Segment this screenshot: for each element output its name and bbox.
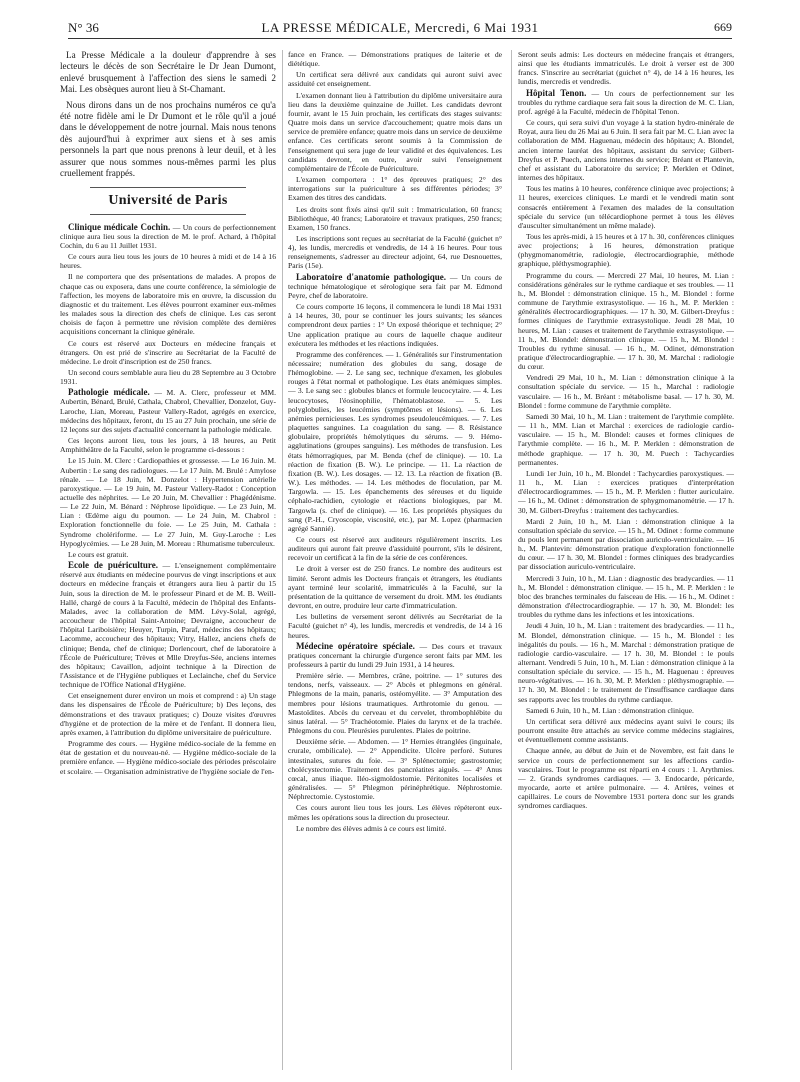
article-heading: Clinique médicale Cochin.: [68, 221, 171, 232]
divider: [90, 214, 246, 215]
article-heading: Ecole de puériculture.: [68, 560, 158, 571]
divider: [90, 187, 246, 188]
article-paragraph: Il ne comportera que des présentations de malades. A propos de chaque cas ou exposera, dans une courte conférence, la sémiologie de l'affection, les moyens de laboratoire mis en œuvre, la discussion du diagnostic et du traitement. Les élèves pourront examiner eux-mêmes les malades sous la direction des chefs de clinique. Les cas seront choisis de façon à permettre une révision complète des dernières acquisitions concernant la clinique générale.: [60, 272, 276, 337]
article-paragraph: Jeudi 4 Juin, 10 h., M. Lian : traitement des bradycardies. — 11 h., M. Blondel, démonstration clinique. — 15 h., M. Blondel : les inégalités du pouls. — 16 h., M. Marchal : démonstration pratique de radiologie cardio-vasculaire. — 17 h. 30, M. Blondel : le pouls alternant. Vendredi 5 Juin, 10 h., M. Lian : démonstration clinique à la consultation spéciale du service. — 15 h., M. Haguenau : épreuves neuro-végétatives. — 16 h. 30, M. P. Merklen : pléthysmographie. — 17 h. 30, M. Blondel : le traitement de l'insuffisance cardiaque dans ses rapports avec les troubles du rythme cardiaque.: [518, 621, 734, 704]
article-paragraph: Pathologie médicale. — M. A. Clerc, professeur et MM. Aubertin, Bénard, Brulé, Cathala, Chabrol, Chevallier, Donzelot, Guy-Laroche, Lian, Moreau, Pasteur Vallery-Radot, agrégés en exercice, médecins des hôpitaux, feront, du 15 au 27 Juin prochain, une série de 12 leçons sur des sujets d'actualité concernant la pathologie médicale.: [60, 387, 276, 434]
page-number: 669: [714, 20, 732, 34]
article-paragraph: Samedi 6 Juin, 10 h., M. Lian : démonstration clinique.: [526, 705, 694, 715]
journal-title: LA PRESSE MÉDICALE, Mercredi, 6 Mai 1931: [261, 20, 539, 35]
article-paragraph: Première série. — Membres, crâne, poitrine. — 1° sutures des tendons, nerfs, vaisseaux. — 2° Abcès et phlegmons en général. Phlegmons de la main, panaris, ostéomyélite. — 3° Amputation des membres pour lésions traumatiques. Arthrotomie du genou. — Mastoïdites. Abcès du cerveau et du cervelet, thrombophlébite du sinus latéral. — 5° Trachéotomie. Plaies du larynx et de la trachée. Phlegmons du cou. Pleurésies purulentes. Plaies de poitrine.: [288, 671, 502, 736]
article-paragraph: Clinique médicale Cochin. — Un cours de perfectionnement clinique aura lieu sous la direction de M. le prof. Achard, à l'hôpital Cochin, du 6 au 11 Juillet 1931.: [60, 221, 276, 250]
article-paragraph: L'examen donnant lieu à l'attribution du diplôme universitaire aura lieu dans la deuxième quinzaine de Juillet. Les candidats devront fournir, avant le 15 Juin prochain, les certificats des stages suivants: Quatre mois dans un service d'accouchement; quatre mois dans un service de première enfance; quatre mois dans un service de deuxième enfance. Ces certificats seront soumis à la Commission de l'enseignement qui sera juge de leur validité et des équivalences. Les candidats devront, en outre, avoir suivi l'enseignement complémentaire de l'École de Puériculture.: [288, 90, 502, 173]
article-paragraph: Ces leçons auront lieu, tous les jours, à 18 heures, au Petit Amphithéâtre de la Faculté, selon le programme ci-dessous :: [60, 436, 276, 455]
obituary-paragraph: La Presse Médicale a la douleur d'apprendre à ses lecteurs le décès de son Secrétaire le Dr Jean Dumont, enlevé brusquement à l'affection des siens le samedi 2 Mai. Les obsèques auront lieu à St-Chamant.: [60, 50, 276, 95]
article-paragraph: Un second cours semblable aura lieu du 28 Septembre au 3 Octobre 1931.: [60, 367, 276, 387]
article-paragraph: Laboratoire d'anatomie pathologique. — Un cours de technique hématologique et sérologique sera fait par M. Edmond Peyre, chef de laboratoire.: [288, 271, 502, 300]
article-paragraph: Mercredi 3 Juin, 10 h., M. Lian : diagnostic des bradycardies. — 11 h., M. Blondel : démonstration clinique. — 15 h., M. P. Merklen : le bloc des branches terminales du faisceau de His. — 16 h., M. Odinet : démonstration d'électrocardiographie. — 17 h. 30, M. Blondel: les troubles du rythme dans les infections et les intoxications.: [518, 573, 734, 620]
article-heading: Hôpital Tenon.: [526, 87, 587, 98]
article-paragraph: L'examen comportera : 1° des épreuves pratiques; 2° des interrogations sur la puériculture à ses différentes périodes; 3° Examen des titres des candidats.: [288, 175, 502, 203]
article-paragraph: Les inscriptions sont reçues au secrétariat de la Faculté (guichet n° 4), les lundis, mercredis et vendredis, de 14 à 16 heures. Pour tous renseignements, s'adresser au directeur adjoint, 64, rue Desnouettes, Paris (15e).: [288, 233, 502, 271]
section-title: Université de Paris: [108, 193, 228, 209]
article-paragraph: Le 15 Juin. M. Clerc : Cardiopathies et grossesse. — Le 16 Juin. M. Aubertin : Le sang des radiologues. — Le 17 Juin. M. Brulé : Amylose rénale. — Le 18 Juin, M. Donzelot : Hypertension artérielle paroxystique. — Le 19 Juin, M. Pasteur Vallery-Radot : Conception actuelle des néphrites. — Le 20 Juin, M. Chevallier : Phagédénisme. — Le 22 Juin, M. Bénard : Néphrose lipoïdique. — Le 23 Juin, M. Lian : Œdème aigu du poumon. — Le 24 Juin, M. Chabrol : Exploration fonctionnelle du foie. — Le 25 Juin, M. Cathala : Syndrome cholériforme. — Le 27 Juin, M. Guy-Laroche : Les Hypoglycémies. — Le 28 Juin, M. Moreau : Rhumatisme tuberculeux.: [60, 456, 276, 548]
article-paragraph: Vendredi 29 Mai, 10 h., M. Lian : démonstration clinique à la consultation spéciale du service. — 15 h., Marchal : radiologie vasculaire. — 16 h., M. Bréant : métabolisme basal. — 17 h. 30, M. Blondel : forme commune de l'arythmie complète.: [518, 373, 734, 410]
article-paragraph: Le droit à verser est de 250 francs. Le nombre des auditeurs est limité. Seront admis les Docteurs français et étrangers, les étudiants ayant terminé leur scolarité, immatriculés à la Faculté, sur la présentation de la quittance de versement du droit. MM. les étudiants devront, en outre, produire leur carte d'immatriculation.: [288, 564, 502, 611]
article-paragraph: Ce cours est réservé aux Docteurs en médecine français et étrangers. On est prié de s'inscrire au Secrétariat de la Faculté de médecine. Le droit d'inscription est de 250 francs.: [60, 338, 276, 366]
column-1: [60, 50, 276, 1078]
article-paragraph: Samedi 30 Mai, 10 h., M. Lian : traitement de l'arythmie complète. — 11 h., MM. Lian et Marchal : exercices de radiologie cardio-vasculaire. — 15 h., M. Blondel: causes et formes cliniques de l'arythmie complète. — 16 h., M. P. Merklen : démonstration de méthode graphique. — 17 h. 30, M. Puech : Tachycardies permanentes.: [518, 411, 734, 467]
obituary-paragraph: Nous dirons dans un de nos prochains numéros ce qu'a été notre fidèle ami le Dr Dumont et le rôle qu'il a joué dans le développement de notre journal. Mais nous tenons dès aujourd'hui à exprimer aux siens et à ses amis personnels la part que nous prenons à leur deuil, et à les assurer que nous sommes nous-mêmes parmi les plus cruellement frappés.: [60, 99, 276, 179]
column-rule: [511, 50, 512, 1070]
article-paragraph: Mardi 2 Juin, 10 h., M. Lian : démonstration clinique à la consultation spéciale du service. — 15 h., M. Odinet : forme commune du pouls lent permanent par dissociation auriculo-ventriculaire. — 16 h., M. Plantevin: démonstration pratique d'exploration fonctionnelle du cœur. — 17 h. 30, M. Blondel : formes cliniques des bradycardies par dissociation auriculo-ventriculaire.: [518, 516, 734, 572]
column-rule: [282, 50, 283, 1070]
article-heading: Pathologie médicale.: [68, 387, 150, 398]
article-paragraph: Ce cours, qui sera suivi d'un voyage à la station hydro-minérale de Royat, aura lieu du 26 Mai au 6 Juin. Il sera fait par M. C. Lian avec la collaboration de MM. Haguenau, médecin des hôpitaux; A. Blondel, ancien interne lauréat des hôpitaux, assistant du service; Gilbert-Dreyfus et P. Puech, anciens internes du service; Bréant et Plantevin, chef et assistant du Laboratoire du service; P. Merklen et Odinet, internes des hôpitaux.: [518, 118, 734, 183]
article-paragraph: Le cours est gratuit.: [68, 549, 129, 559]
article-paragraph: Ce cours aura lieu tous les jours de 10 heures à midi et de 14 à 16 heures.: [60, 252, 276, 271]
page-header: [68, 20, 732, 39]
article-paragraph: Les bulletins de versement seront délivrés au Secrétariat de la Faculté (guichet n° 4), les lundis, mercredis et vendredis, de 14 à 16 heures.: [288, 612, 502, 640]
article-paragraph: Programme des conférences. — 1. Généralités sur l'instrumentation nécessaire; numération des globules du sang, dosage de l'hémoglobine. — 2. Le sang sec, technique d'examen, les globules rouges à l'état normal et pathologique. Les états anémiques simples. — 3. Le sang sec : globules blancs et formule leucocytaire. — 4. Les leucocytoses, l'éosinophilie, l'hématoblastose. — 5. Les polyglobulies, les leucémies (symptômes et lésions). — 6. Les anémies pernicieuses. Les syndromes pseudoleucémiques. — 7. Les plaquettes sanguines. La coagulation du sang. — 8. Résistance globulaire, propriétés hémolytiques du sérums. — 9. Hémo-agglutinations (groupes sanguins). Les méthodes de transfusion. Les états hémorragiques, par M. Benda (chef de clinique). — 10. La réaction de fixation (B. W.). Le principe. — 11. La réaction de fixation (B. W.). Les dosages. — 12. 13. La réaction de fixation (B. W.). Les méthodes. — 14. Les méthodes de floculation, par M. Targowla. — 15. Les épanchements des séreuses et du liquide céphalo-rachidien, cytologie et réactions biologiques, par M. Targowla (s. chef de clinique). — 16. Les propriétés physiques du sang (P.-H., Cryoscopie, viscosité, etc.), par M. Lopez (pharmacien agrégé Sannié).: [288, 349, 502, 533]
article-heading: Laboratoire d'anatomie pathologique.: [296, 271, 447, 282]
article-paragraph: fance en France. — Démonstrations pratiques de laiterie et de diététique.: [288, 50, 502, 69]
article-paragraph: Les droits sont fixés ainsi qu'il suit : Immatriculation, 60 francs; Bibliothèque, 40 francs; Laboratoire et travaux pratiques, 250 francs; Examen, 150 francs.: [288, 204, 502, 232]
article-paragraph: Ces cours auront lieu tous les jours. Les élèves répéteront eux-mêmes les opérations sous la direction du prosecteur.: [288, 803, 502, 822]
article-paragraph: Tous les après-midi, à 15 heures et à 17 h. 30, conférences cliniques avec projections; à 16 heures, démonstration pratique (phygmomanométrie, radiologie, électrocardiographie, méthode graphique, pléthysmographie).: [518, 231, 734, 269]
article-paragraph: Un certificat sera délivré aux candidats qui auront suivi avec assiduité cet enseignement.: [288, 70, 502, 89]
article-paragraph: Programme des cours. — Hygiène médico-sociale de la femme en état de gestation et du nouveau-né. — Hygiène médico-sociale de la première enfance. — Hygiène médico-sociale des périodes préscolaire et scolaire. — Organisation administrative de l'hygiène sociale de l'en-: [60, 739, 276, 776]
column-2: [288, 50, 502, 1078]
article-paragraph: Ce cours est réservé aux auditeurs régulièrement inscrits. Les auditeurs qui auront fait preuve d'assiduité pourront, s'ils le désirent, recevoir un certificat à la fin de la série de ces conférences.: [288, 534, 502, 563]
article-paragraph: Hôpital Tenon. — Un cours de perfectionnement sur les troubles du rythme cardiaque sera fait sous la direction de M. C. Lian, prof. agrégé à la Faculté, médecin de l'hôpital Tenon.: [518, 87, 734, 116]
article-paragraph: Cet enseignement durer environ un mois et comprend : a) Un stage dans les dispensaires de l'École de Puériculture; b) Des leçons, des démonstrations et des travaux pratiques; c) Douze visites d'œuvres d'hygiène et de protection de la mère et de l'enfant. Il donnera lieu, après examen, à l'attribution du diplôme universitaire de puériculture.: [60, 691, 276, 737]
article-heading: Médecine opératoire spéciale.: [296, 640, 415, 651]
issue-number: N° 36: [68, 20, 99, 35]
article-paragraph: Ce cours comporte 16 leçons, il commencera le lundi 18 Mai 1931 à 14 heures, 30, pour se continuer les jours suivants; les séances comprendront deux parties : 1° Un exposé théorique et technique; 2° Une application pratique au cours de laquelle chaque auditeur exécutera les méthodes et les réactions indiquées.: [288, 302, 502, 348]
article-paragraph: Seront seuls admis: Les docteurs en médecine français et étrangers, ainsi que les étudiants immatriculés. Le droit à verser est de 300 francs. S'inscrire au secrétariat (guichet n° 4), de 14 à 16 heures, les lundis, mercredis et vendredis.: [518, 50, 734, 87]
article-paragraph: Programme du cours. — Mercredi 27 Mai, 10 heures, M. Lian : considérations générales sur le rythme cardiaque et ses troubles. — 11 h., M. Blondel : démonstration clinique. 15 h., M. Blondel : forme commune de l'arythmie extrasystolique. — 16 h., M. P. Merklen : généralités électrocardiographiques. — 17 h. 30, M. Gilbert-Dreyfus : formes cliniques de l'arythmie extrasystolique. Jeudi 28 Mai, 10 heures, M. Lian : causes et traitement de l'arythmie extrasystolique. — 11 h., M. Blondel: démonstration clinique. — 15 h., M. Blondel : Troubles du rythme sinusal. — 16 h., M. Odinet, démonstration pratique d'électrocardiographie. — 17 h. 30, M. Marchal : radiologie du cœur.: [518, 270, 734, 372]
article-paragraph: Tous les matins à 10 heures, conférence clinique avec projections; à 11 heures, exercices cliniques. Le mardi et le vendredi matin sont consacrés entièrement à l'examen des malades de la consultation spéciale du service (un télécardiophone permet à tous les élèves d'ausculter simultanément un même malade).: [518, 184, 734, 230]
article-paragraph: Un certificat sera délivré aux médecins ayant suivi le cours; ils pourront ensuite être attachés au service comme médecins stagiaires, et éventuellement comme assistants.: [518, 716, 734, 745]
article-paragraph: Le nombre des élèves admis à ce cours est limité.: [296, 823, 447, 833]
article-paragraph: Chaque année, au début de Juin et de Novembre, est fait dans le service un cours de perfectionnement sur les affections cardio-vasculaires. Tout le programme est réparti en 4 cours : 1. Arythmies. — 2. Grands syndromes cardiaques. — 3. Endocarde, péricarde, myocarde, aorte et artère pulmonaire. — 4. Artères, veines et capillaires. Le cours de Novembre 1931 portera donc sur les grands syndromes cardiaques.: [518, 746, 734, 811]
article-paragraph: Ecole de puériculture. — L'enseignement complémentaire réservé aux étudiants en médecine pourvus de vingt inscriptions et aux docteurs en médecine français et étrangers aura lieu à partir du 15 Juin, sous la direction de M. le professeur Pinard et de M. B. Weill-Hallé, chargé de cours à la Faculté, médecin de l'hôpital des Enfants-Malades, avec la collaboration de MM. Lévy-Solal, agrégé, accoucheur de l'hôpital Saint-Antoine; Devraigne, accoucheur de l'hôpital Lariboisière; Heuyer, Turpin, Paraf, médecins des hôpitaux; Lacomme, accoucheur des hôpitaux; Vitry, Hallez, anciens chefs de clinique; Benda, chef de clinique; Dorlencourt, chef de laboratoire à l'École de Puériculture; Trèves et Mlle Dreyfus-Sée, anciens internes des hôpitaux; Cavaillon, adjoint technique à la Direction de l'Assistance et de l'Hygiène publiques et Leclainche, chef du Service technique de l'Office National d'Hygiène.: [60, 560, 276, 690]
article-paragraph: Deuxième série. — Abdomen. — 1° Hernies étranglées (inguinale, crurale, ombilicale). — 2° Appendicite. Ulcère perforé. Sutures intestinales, sutures du foie. — 3° Splénectomie; gastrostomie; cholécystectomie. Traitement des pancréatites aiguës. — 4° Anus cœcal, anus iliaque. Iléo-sigmoïdostomie. Péritonites localisées et généralisées. — 5° Phlegmon périnéphrétique. Néphrostomie. Néphrectomie. Cystostomie.: [288, 737, 502, 802]
article-paragraph: Lundi 1er Juin, 10 h., M. Blondel : Tachycardies paroxystiques. — 11 h., M. Lian : exercices pratiques d'interprétation d'électrocardiogrammes. — 15 h., M. P. Merklen : flutter auriculaire. — 16 h., M. Odinet : démonstration de sphygmomanométrie. — 17 h. 30, M. Gilbert-Dreyfus : traitement des tachycardies.: [518, 468, 734, 515]
article-paragraph: Médecine opératoire spéciale. — Des cours et travaux pratiques concernant la chirurgie d'urgence seront faits par MM. les professeurs à partir du lundi 29 Juin 1931, à 14 heures.: [288, 640, 502, 669]
column-3: [518, 50, 734, 1078]
